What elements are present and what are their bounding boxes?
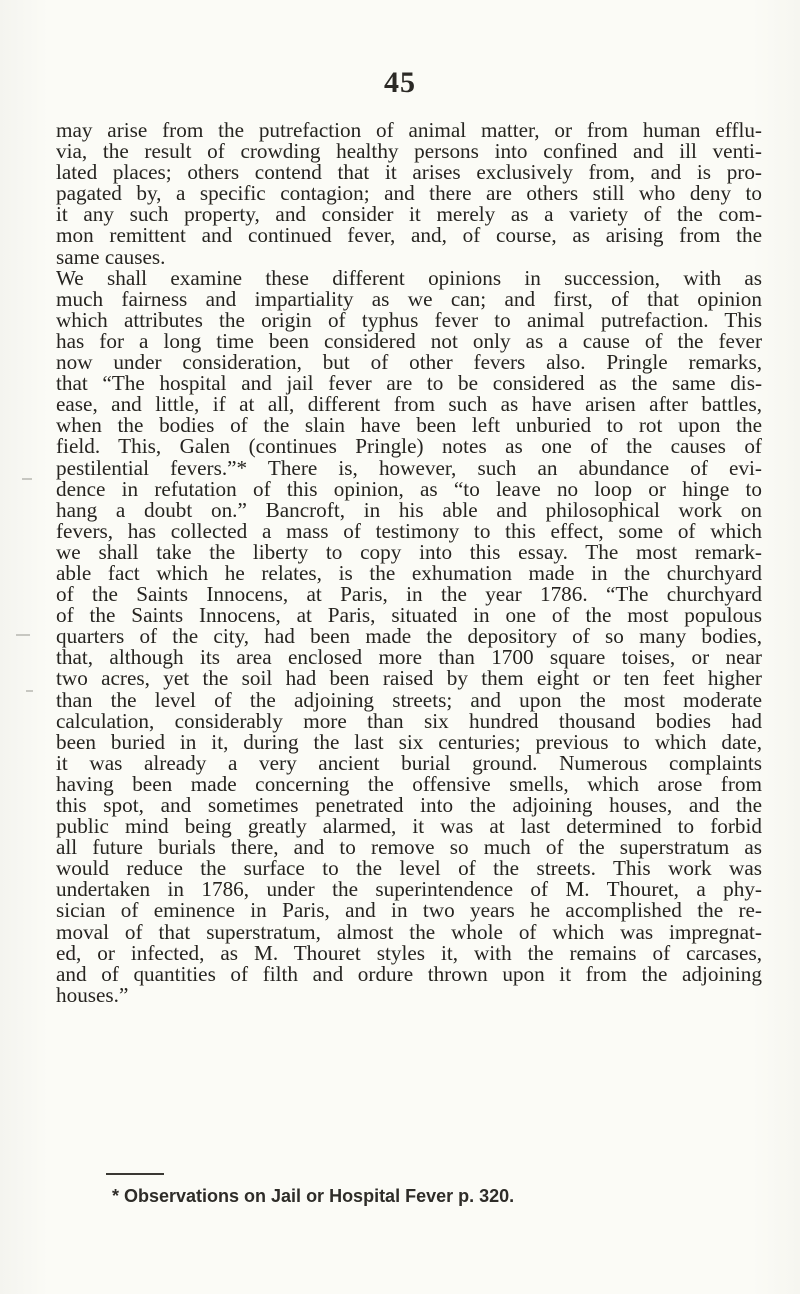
text-line: has for a long time been considered not only as a cause of the fever — [56, 328, 762, 353]
text-line: public mind being greatly alarmed, it was at last determined to forbid — [56, 814, 762, 839]
text-line: now under consideration, but of other fevers also. Pringle remarks, — [56, 350, 762, 375]
text-line: all future burials there, and to remove so much of the superstratum as — [56, 835, 762, 860]
text-line: than the level of the adjoining streets; and upon the most moderate — [56, 687, 762, 712]
text-line: fevers, has collected a mass of testimony to this effect, some of which — [56, 518, 762, 543]
text-line: which attributes the origin of typhus fever to animal putrefaction. This — [56, 307, 762, 332]
text-line: of the Saints Innocens, at Paris, in the year 1786. “The churchyard — [56, 582, 762, 607]
margin-speck — [22, 478, 32, 480]
text-line: pestilential fevers.”* There is, however, such an abundance of evi- — [56, 455, 762, 480]
text-line: mon remittent and continued fever, and, of course, as arising from the — [56, 223, 762, 248]
text-line: having been made concerning the offensive smells, which arose from — [56, 771, 762, 796]
text-line: this spot, and sometimes penetrated into the adjoining houses, and the — [56, 793, 762, 817]
text-line: hang a doubt on.” Bancroft, in his able and philosophical work on — [56, 497, 762, 522]
text-line: would reduce the surface to the level of the streets. This work was — [56, 856, 762, 881]
text-line: undertaken in 1786, under the superintendence of M. Thouret, a phy- — [56, 877, 762, 902]
footnote-divider — [106, 1173, 164, 1175]
margin-speck — [26, 690, 33, 692]
text-line: when the bodies of the slain have been left unburied to rot upon the — [56, 413, 762, 438]
text-line: via, the result of crowding healthy persons into confined and ill venti- — [56, 139, 762, 164]
text-line: been buried in it, during the last six centuries; previous to which date, — [56, 729, 762, 754]
text-line: and of quantities of filth and ordure thrown upon it from the adjoining — [56, 961, 762, 986]
page-number: 45 — [384, 66, 416, 99]
text-line: able fact which he relates, is the exhumation made in the churchyard — [56, 560, 762, 585]
text-line: of the Saints Innocens, at Paris, situated in one of the most populous — [56, 603, 762, 628]
text-line: same causes. — [56, 244, 166, 269]
text-line: we shall take the liberty to copy into this essay. The most remark- — [56, 539, 762, 564]
text-line: lated places; others contend that it arises exclusively from, and is pro- — [56, 160, 762, 185]
text-line: moval of that superstratum, almost the whole of which was impregnat- — [56, 919, 762, 944]
text-line: it any such property, and consider it merely as a variety of the com- — [56, 202, 762, 227]
text-line: two acres, yet the soil had been raised by them eight or ten feet higher — [56, 666, 762, 691]
margin-speck — [16, 634, 30, 636]
text-line: We shall examine these different opinions in succession, with as — [56, 265, 762, 290]
text-line: that, although its area enclosed more than 1700 square toises, or near — [56, 645, 762, 670]
text-line: ease, and little, if at all, different from such as have arisen after battles, — [56, 392, 762, 417]
text-line: pagated by, a specific contagion; and there are others still who deny to — [56, 181, 762, 206]
text-line: much fairness and impartiality as we can; and first, of that opinion — [56, 286, 762, 311]
text-line: dence in refutation of this opinion, as “to leave no loop or hinge to — [56, 476, 762, 501]
text-line: ed, or infected, as M. Thouret styles it, with the remains of carcases, — [56, 940, 762, 965]
text-line: houses.” — [56, 982, 129, 1007]
footnote: * Observations on Jail or Hospital Fever p. 320. — [112, 1186, 515, 1206]
text-line: that “The hospital and jail fever are to be considered as the same dis- — [56, 371, 762, 396]
body-text — [56, 120, 762, 1006]
text-line: it was already a very ancient burial ground. Numerous complaints — [56, 750, 762, 775]
text-line: may arise from the putrefaction of animal matter, or from human efflu- — [56, 118, 762, 142]
text-line: quarters of the city, had been made the depository of so many bodies, — [56, 624, 762, 649]
text-line: calculation, considerably more than six hundred thousand bodies had — [56, 708, 762, 733]
text-line: field. This, Galen (continues Pringle) notes as one of the causes of — [56, 434, 762, 459]
text-line: sician of eminence in Paris, and in two years he accomplished the re- — [56, 898, 762, 923]
